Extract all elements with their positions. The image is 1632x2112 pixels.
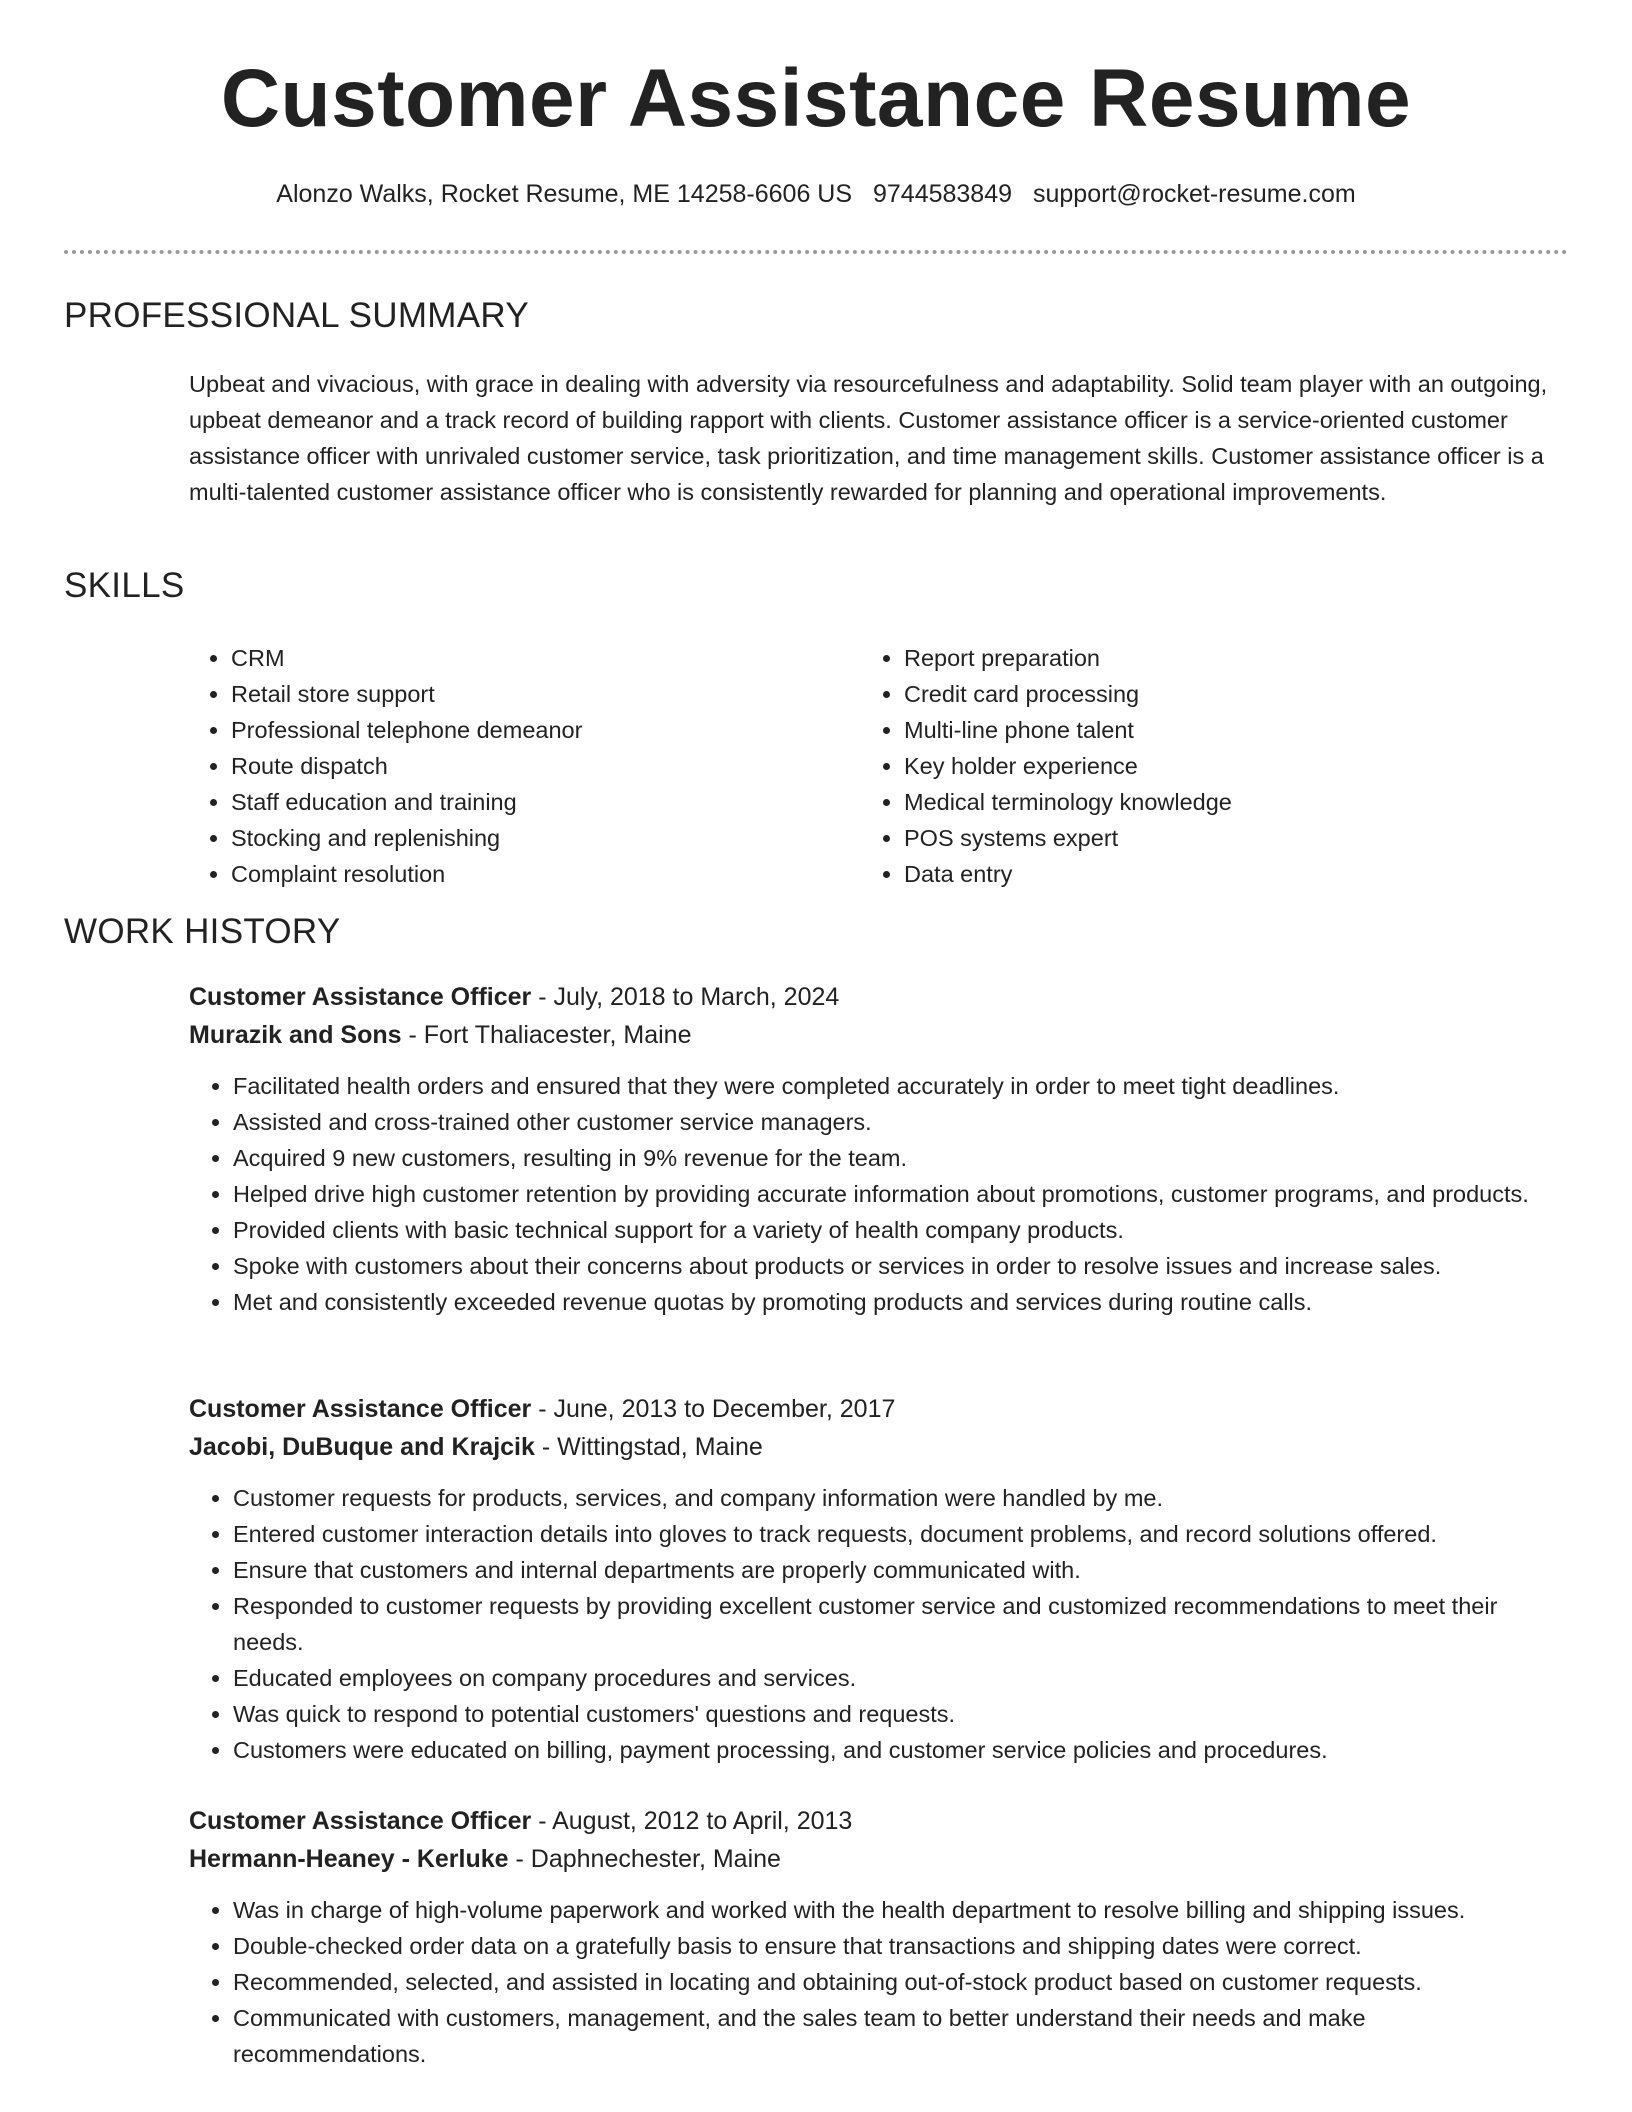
contact-line bbox=[0, 180, 1632, 209]
summary-heading: PROFESSIONAL SUMMARY bbox=[64, 296, 529, 335]
skill-item: • CRM bbox=[231, 640, 582, 676]
job-bullet: • Met and consistently exceeded revenue quotas by promoting products and services during routine calls. bbox=[233, 1284, 1559, 1320]
skill-item: • Key holder experience bbox=[904, 748, 1232, 784]
job-bullet: • Helped drive high customer retention by providing accurate information about promotions, customer programs, and products. bbox=[233, 1176, 1559, 1212]
job-bullet: • Was in charge of high-volume paperwork and worked with the health department to resolve billing and shipping issues. bbox=[233, 1892, 1559, 1928]
job-entry bbox=[189, 1802, 1559, 2072]
job-bullet: • Double-checked order data on a gratefully basis to ensure that transactions and shipping dates were correct. bbox=[233, 1928, 1559, 1964]
job-bullet: • Provided clients with basic technical support for a variety of health company products. bbox=[233, 1212, 1559, 1248]
job-bullet: • Educated employees on company procedures and services. bbox=[233, 1660, 1559, 1696]
job-bullet: • Communicated with customers, management, and the sales team to better understand their needs and make recommendations. bbox=[233, 2000, 1559, 2072]
work-history-heading: WORK HISTORY bbox=[64, 912, 341, 951]
job-bullet: • Customer requests for products, services, and company information were handled by me. bbox=[233, 1480, 1559, 1516]
job-bullets bbox=[189, 1480, 1559, 1768]
skill-item: • POS systems expert bbox=[904, 820, 1232, 856]
skill-item: • Staff education and training bbox=[231, 784, 582, 820]
job-company: Murazik and Sons bbox=[189, 1021, 402, 1049]
skill-item: • Medical terminology knowledge bbox=[904, 784, 1232, 820]
job-title-line bbox=[189, 1390, 1559, 1428]
skill-item: • Data entry bbox=[904, 856, 1232, 892]
job-title: Customer Assistance Officer bbox=[189, 1807, 532, 1835]
skill-item: • Stocking and replenishing bbox=[231, 820, 582, 856]
job-bullet: • Was quick to respond to potential customers' questions and requests. bbox=[233, 1696, 1559, 1732]
job-bullet: • Recommended, selected, and assisted in locating and obtaining out-of-stock product based on customer requests. bbox=[233, 1964, 1559, 2000]
job-bullet: • Ensure that customers and internal departments are properly communicated with. bbox=[233, 1552, 1559, 1588]
skills-list-left bbox=[187, 640, 582, 892]
contact-address: Alonzo Walks, Rocket Resume, ME 14258-6606 US bbox=[276, 180, 853, 208]
job-bullet: • Customers were educated on billing, payment processing, and customer service policies and procedures. bbox=[233, 1732, 1559, 1768]
job-location: - Daphnechester, Maine bbox=[508, 1845, 781, 1873]
job-bullets bbox=[189, 1892, 1559, 2072]
job-location: - Wittingstad, Maine bbox=[534, 1433, 763, 1461]
job-bullet: • Assisted and cross-trained other customer service managers. bbox=[233, 1104, 1559, 1140]
job-company-line bbox=[189, 1428, 1559, 1466]
job-title-line bbox=[189, 978, 1559, 1016]
job-bullet: • Entered customer interaction details into gloves to track requests, document problems, and record solutions offered. bbox=[233, 1516, 1559, 1552]
job-bullet: • Responded to customer requests by providing excellent customer service and customized recommendations to meet their needs. bbox=[233, 1588, 1559, 1660]
job-dates: - July, 2018 to March, 2024 bbox=[531, 983, 840, 1011]
job-title-line bbox=[189, 1802, 1559, 1840]
job-title: Customer Assistance Officer bbox=[189, 983, 532, 1011]
summary-text: Upbeat and vivacious, with grace in dealing with adversity via resourcefulness and adaptability. Solid team player with an outgoing, upbeat demeanor and a track record of building rapport with clients. Customer assistance officer is a service-oriented customer assistance officer with unrivaled customer service, task prioritization, and time management skills. Customer assistance officer is a multi-talented customer assistance officer who is consistently rewarded for planning and operational improvements. bbox=[189, 371, 1548, 505]
job-bullets bbox=[189, 1068, 1559, 1320]
skills-list-right bbox=[860, 640, 1232, 892]
contact-email: support@rocket-resume.com bbox=[1032, 180, 1356, 208]
job-entry bbox=[189, 1390, 1559, 1768]
header-divider bbox=[64, 250, 1568, 254]
job-bullet: • Facilitated health orders and ensured that they were completed accurately in order to meet tight deadlines. bbox=[233, 1068, 1559, 1104]
skill-item: • Credit card processing bbox=[904, 676, 1232, 712]
job-title: Customer Assistance Officer bbox=[189, 1395, 532, 1423]
skill-item: • Route dispatch bbox=[231, 748, 582, 784]
resume-title: Customer Assistance Resume bbox=[220, 53, 1412, 144]
job-company-line bbox=[189, 1840, 1559, 1878]
job-dates: - June, 2013 to December, 2017 bbox=[531, 1395, 896, 1423]
skill-item: • Multi-line phone talent bbox=[904, 712, 1232, 748]
job-company: Jacobi, DuBuque and Krajcik bbox=[189, 1433, 535, 1461]
skill-item: • Professional telephone demeanor bbox=[231, 712, 582, 748]
job-entry bbox=[189, 978, 1559, 1320]
skill-item: • Retail store support bbox=[231, 676, 582, 712]
skill-item: • Complaint resolution bbox=[231, 856, 582, 892]
job-bullet: • Acquired 9 new customers, resulting in 9% revenue for the team. bbox=[233, 1140, 1559, 1176]
job-bullet: • Spoke with customers about their concerns about products or services in order to resolve issues and increase sales. bbox=[233, 1248, 1559, 1284]
job-company-line bbox=[189, 1016, 1559, 1054]
job-company: Hermann-Heaney - Kerluke bbox=[189, 1845, 509, 1873]
skill-item: • Report preparation bbox=[904, 640, 1232, 676]
job-location: - Fort Thaliacester, Maine bbox=[401, 1021, 692, 1049]
skills-heading: SKILLS bbox=[64, 566, 185, 605]
contact-phone: 9744583849 bbox=[872, 180, 1013, 208]
job-dates: - August, 2012 to April, 2013 bbox=[531, 1807, 853, 1835]
